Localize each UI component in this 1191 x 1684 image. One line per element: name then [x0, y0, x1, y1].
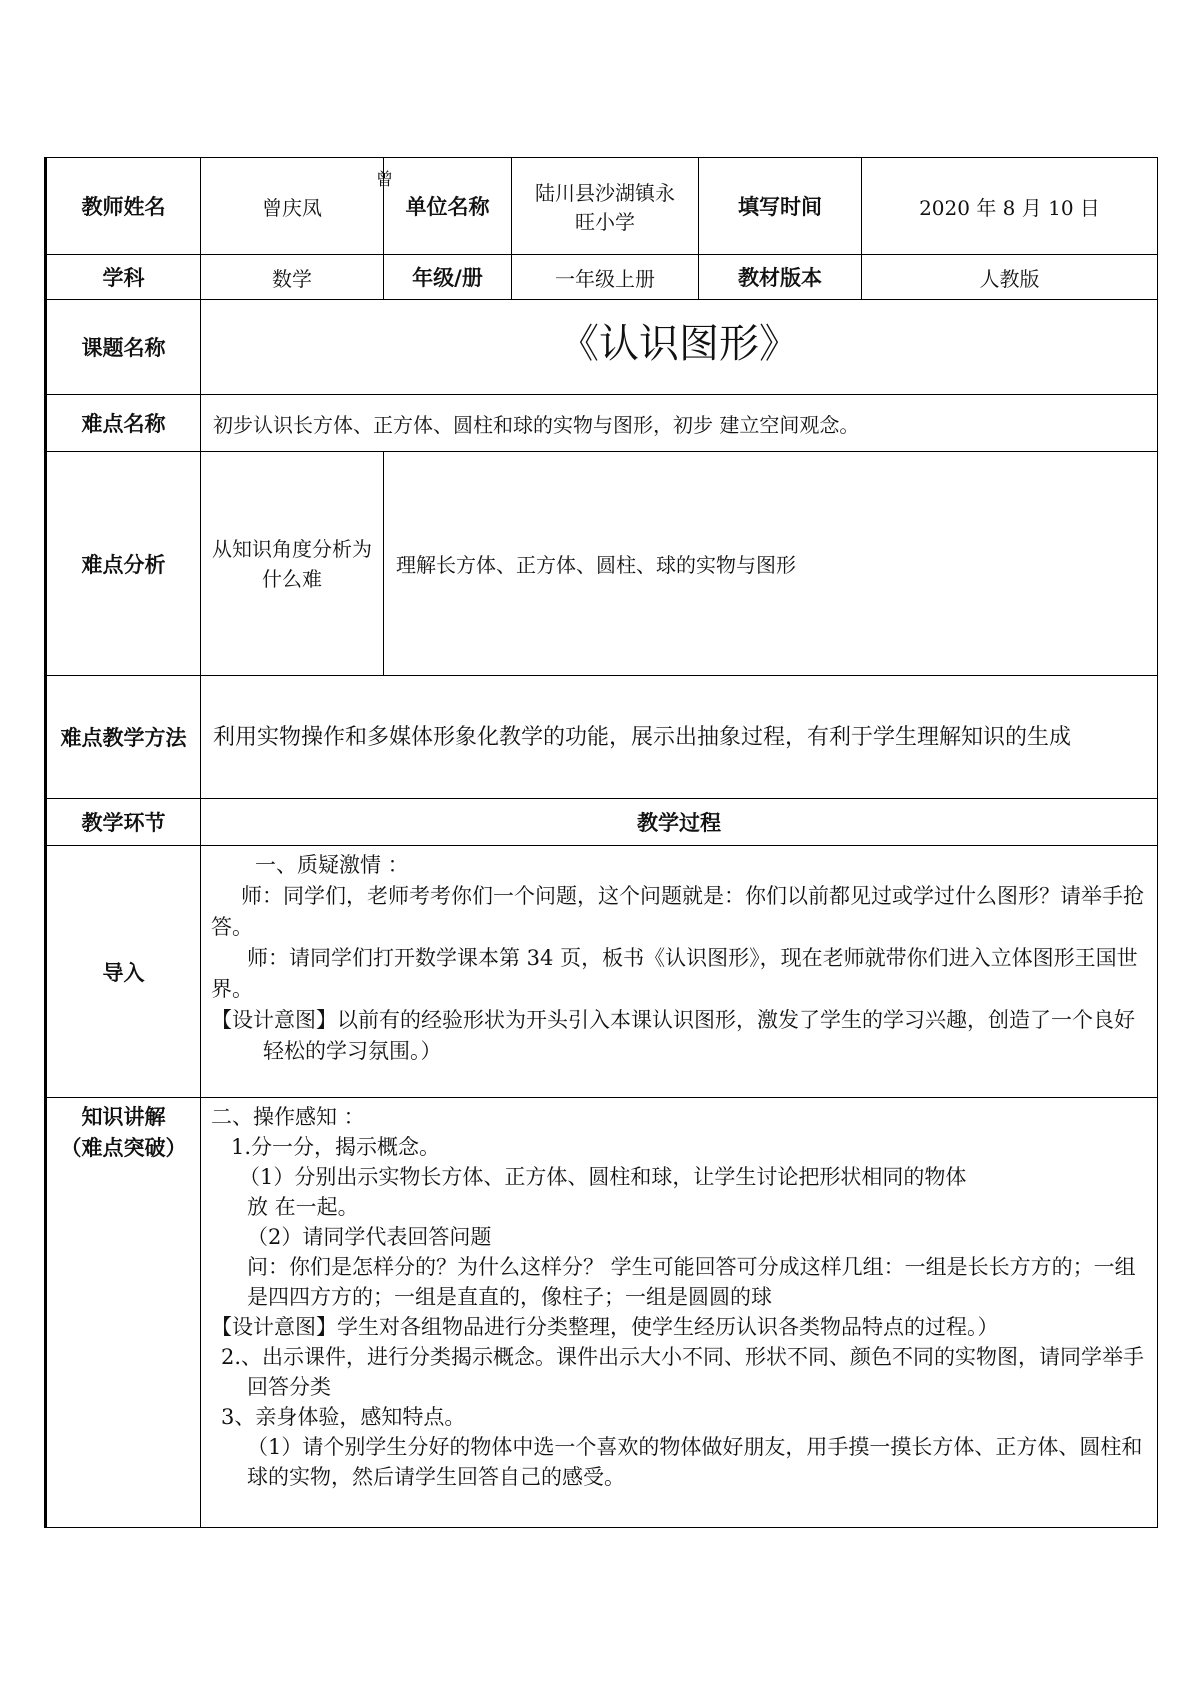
row-method: [46, 676, 1158, 799]
knowledge-line: 二、操作感知 ：: [211, 1105, 365, 1129]
knowledge-line: （1）分别出示实物长方体、正方体、圆柱和球，让学生讨论把形状相同的物体: [239, 1165, 967, 1189]
stray-character: 曾: [376, 170, 393, 190]
unit-name-value: 陆川县沙湖镇永旺小学: [512, 158, 699, 255]
knowledge-label: [46, 1098, 201, 1528]
topic-title: 《认识图形》: [201, 300, 1158, 395]
knowledge-line: （2）请同学代表回答问题: [247, 1225, 492, 1249]
row-process-header: [46, 799, 1158, 846]
analysis-sub-label: 从知识角度分析为什么难: [201, 452, 384, 676]
row-intro: [46, 846, 1158, 1098]
row-analysis: [46, 452, 1158, 676]
analysis-value: 理解长方体、正方体、圆柱、球的实物与图形: [384, 452, 1158, 676]
knowledge-content: [201, 1098, 1158, 1528]
fill-date-label: 填写时间: [699, 158, 862, 255]
analysis-label: 难点分析: [46, 452, 201, 676]
grade-label: 年级/册: [384, 255, 512, 300]
knowledge-line: （1）请个别学生分好的物体中选一个喜欢的物体做好朋友，用手摸一摸长方体、正方体、圆柱和球的实物，然后请学生回答自己的感受。: [247, 1435, 1143, 1489]
teacher-name-label: 教师姓名: [46, 158, 201, 255]
difficulty-label: 难点名称: [46, 395, 201, 452]
knowledge-line: 问：你们是怎样分的？为什么这样分？ 学生可能回答可分成这样几组：一组是长长方方的；一组是四四方方的；一组是直直的，像柱子；一组是圆圆的球: [247, 1255, 1136, 1309]
grade-value: 一年级上册: [512, 255, 699, 300]
unit-name-label: 单位名称: [384, 158, 512, 255]
lesson-plan-form: [44, 157, 1156, 1528]
knowledge-line: 3、亲身体验，感知特点。: [221, 1405, 466, 1429]
subject-value: 数学: [201, 255, 384, 300]
knowledge-label-line2: （难点突破）: [60, 1136, 187, 1160]
method-value: 利用实物操作和多媒体形象化教学的功能，展示出抽象过程，有利于学生理解知识的生成: [201, 676, 1158, 799]
teacher-name-value: 曾庆凤: [201, 158, 384, 255]
knowledge-label-line1: 知识讲解: [81, 1105, 166, 1129]
row-topic: [46, 300, 1158, 395]
intro-label: 导入: [46, 846, 201, 1098]
row-difficulty: [46, 395, 1158, 452]
knowledge-line: 2.、出示课件，进行分类揭示概念。课件出示大小不同、形状不同、颜色不同的实物图，请同学举手回答分类: [221, 1345, 1145, 1399]
intro-content: [201, 846, 1158, 1098]
edition-value: 人教版: [862, 255, 1158, 300]
intro-line: 师：请同学们打开数学课本第 34 页，板书《认识图形》，现在老师就带你们进入立体图形王国世界。: [211, 946, 1138, 1001]
subject-label: 学科: [46, 255, 201, 300]
intro-line: 【设计意图】以前有的经验形状为开头引入本课认识图形，激发了学生的学习兴趣，创造了一个良好轻松的学习氛围。）: [211, 1008, 1135, 1063]
lesson-plan-table: [44, 157, 1158, 1528]
row-knowledge: [46, 1098, 1158, 1528]
topic-label: 课题名称: [46, 300, 201, 395]
knowledge-line: 放 在一起。: [247, 1195, 359, 1219]
intro-line: 一、质疑激情 ：: [255, 853, 409, 877]
intro-line: 师：同学们，老师考考你们一个问题，这个问题就是：你们以前都见过或学过什么图形？请举手抢答。: [211, 884, 1144, 939]
stage-header: 教学环节: [46, 799, 201, 846]
knowledge-line: 1.分一分，揭示概念。: [231, 1135, 441, 1159]
knowledge-line: 【设计意图】学生对各组物品进行分类整理，使学生经历认识各类物品特点的过程。）: [211, 1315, 999, 1339]
fill-date-value: 2020 年 8 月 10 日: [862, 158, 1158, 255]
method-label: 难点教学方法: [46, 676, 201, 799]
process-header: 教学过程: [201, 799, 1158, 846]
row-subject-info: [46, 255, 1158, 300]
difficulty-value: 初步认识长方体、正方体、圆柱和球的实物与图形，初步 建立空间观念。: [201, 395, 1158, 452]
row-teacher-info: [46, 158, 1158, 255]
edition-label: 教材版本: [699, 255, 862, 300]
